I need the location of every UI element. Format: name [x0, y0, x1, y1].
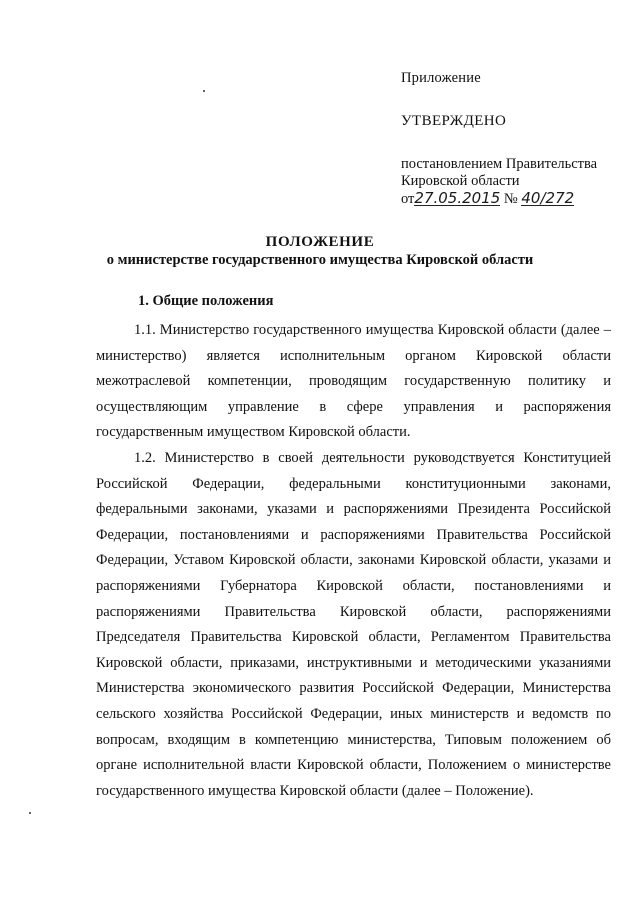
number-sign: №: [503, 191, 518, 207]
document-title: ПОЛОЖЕНИЕ: [265, 234, 375, 250]
from-prefix: от: [401, 191, 415, 207]
appendix-label: Приложение: [401, 70, 481, 86]
scan-speck: [29, 812, 31, 814]
body-text: [96, 318, 611, 804]
section-heading: 1. Общие положения: [138, 293, 274, 309]
paragraph: 1.1. Министерство государственного имущества Кировской области (далее – министерство) является исполнительным органом Кировской области межотраслевой компетенции, проводящим государственную политику и осуществляющим управление в сфере управления и распоряжения государственным имуществом Кировской области.: [96, 322, 611, 441]
paragraph: 1.2. Министерство в своей деятельности руководствуется Конституцией Российской Федерации, федеральными конституционными законами, федеральными законами, указами и распоряжениями Президента Российской Федерации, постановлениями и распоряжениями Правительства Российской Федерации, Уставом Кировской области, законами Кировской области, указами и распоряжениями Губернатора Кировской области, постановлениями и распоряжениями Правительства Кировской области, распоряжениями Председателя Правительства Кировской области, Регламентом Правительства Кировской области, приказами, инструктивными и методическими указаниями Министерства экономического развития Российской Федерации, Министерства сельского хозяйства Российской Федерации, иных министерств и ведомств по вопросам, входящим в компетенцию министерства, Типовым положением об органе исполнительной власти Кировской области, Положением о министерстве государственного имущества Кировской области (далее – Положение).: [96, 449, 611, 799]
approved-label: УТВЕРЖДЕНО: [401, 113, 507, 129]
scan-speck: [203, 90, 205, 92]
handwritten-date: 27.05.2015: [414, 189, 501, 207]
document-subtitle: о министерстве государственного имущества Кировской области: [106, 252, 534, 268]
handwritten-number: 40/272: [521, 189, 575, 207]
approval-block: [401, 70, 631, 208]
decree-line-1: постановлением Правительства: [401, 156, 598, 172]
decree-date-number: [401, 190, 631, 208]
decree-line-2: Кировской области: [401, 173, 520, 189]
